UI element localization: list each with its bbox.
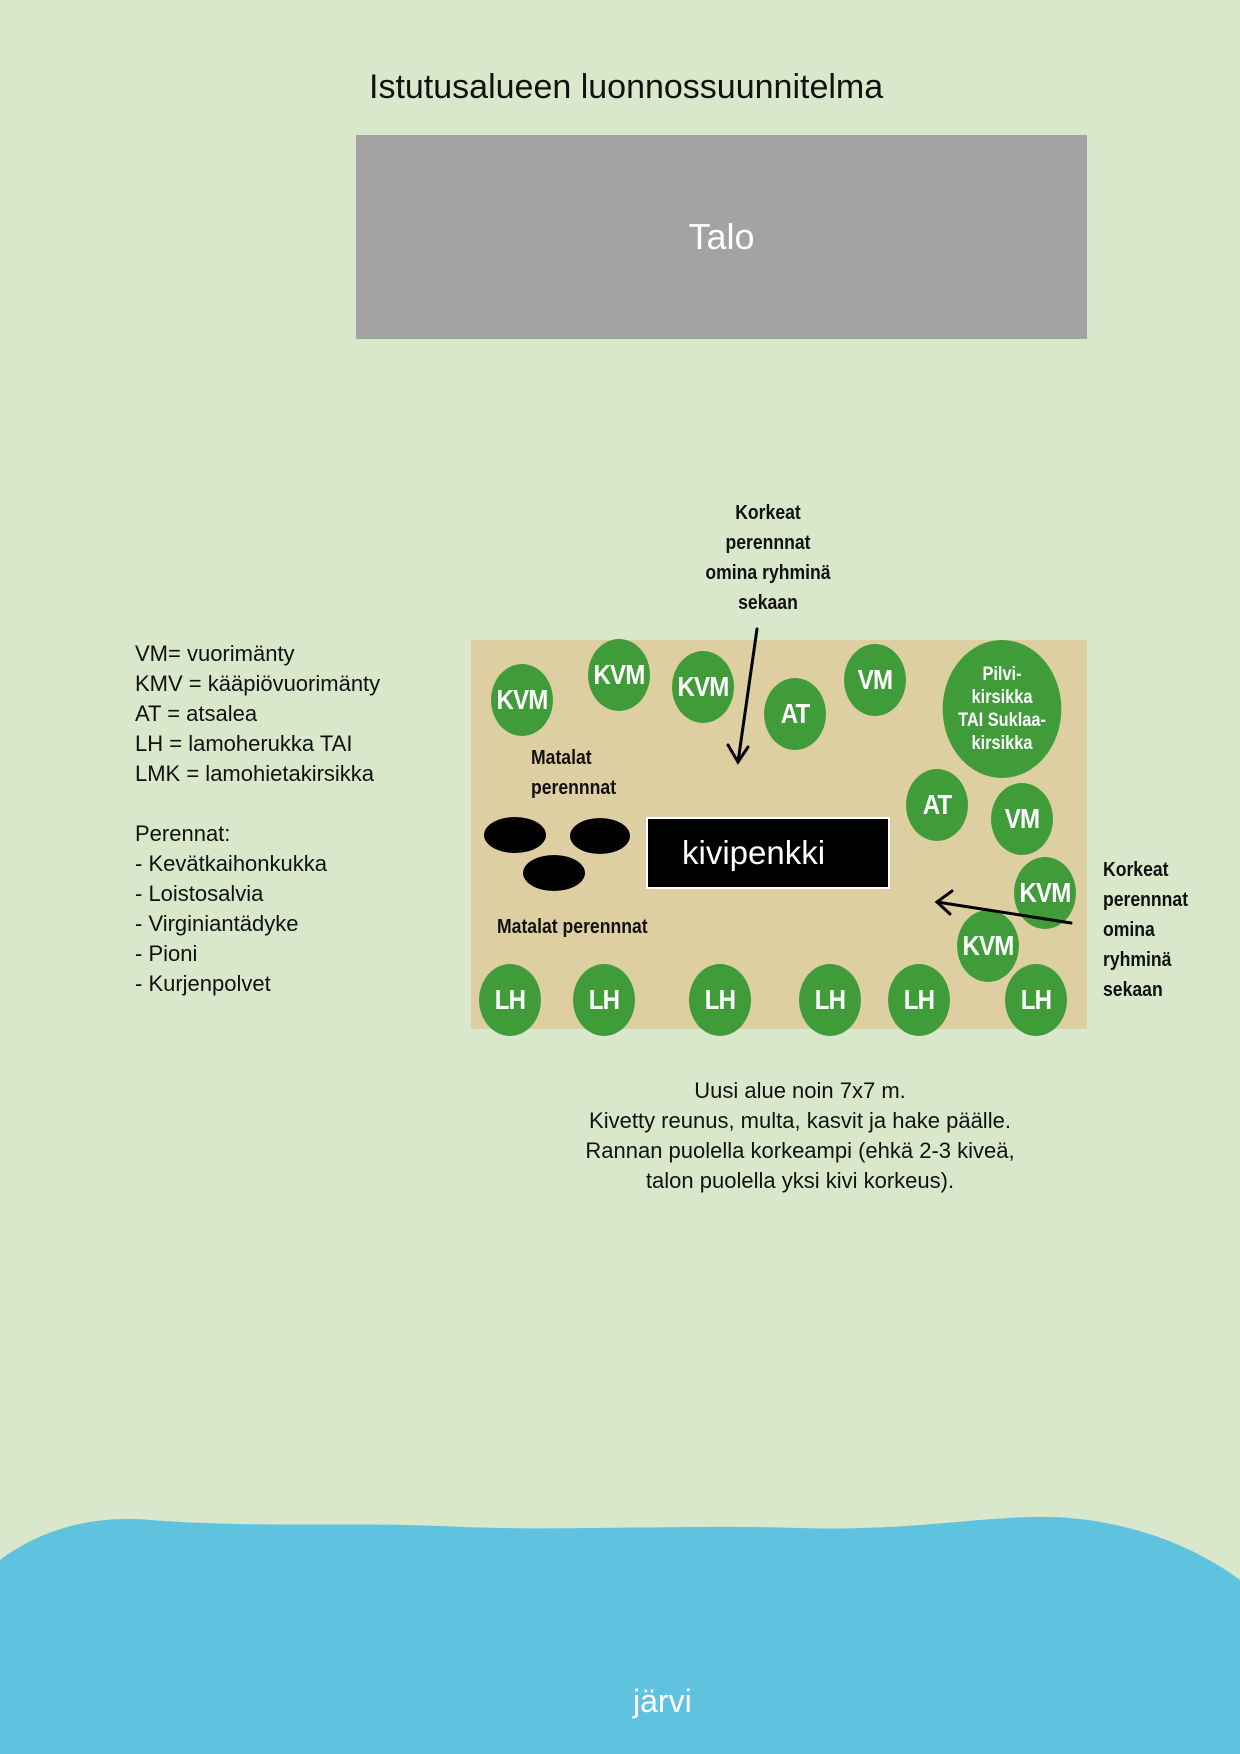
right-note-line-3: omina [1103, 919, 1155, 941]
legend-item: - Virginiantädyke [135, 911, 299, 936]
legend-item: - Kevätkaihonkukka [135, 851, 327, 876]
house-label: Talo [688, 216, 755, 257]
top-note-line-3: omina ryhminä [705, 562, 831, 584]
plant-big-cherry [943, 640, 1062, 778]
plant-lh-6: LH [1005, 964, 1067, 1036]
low-perennials-bottom: Matalat perennnat [497, 916, 648, 938]
plant-at-2: AT [906, 769, 968, 841]
big-cherry-line-4: kirsikka [971, 733, 1033, 754]
lake-water [0, 1517, 1240, 1754]
big-cherry-line-3: TAI Suklaa- [958, 710, 1046, 731]
lake-label: järvi [633, 1683, 692, 1719]
plant-kvm-1: KVM [491, 664, 553, 736]
plant-lh-3: LH [689, 964, 751, 1036]
legend-item: - Kurjenpolvet [135, 971, 271, 996]
right-note-line-2: perennnat [1103, 889, 1189, 911]
plant-vm-1: VM [844, 644, 906, 716]
tall-perennials-top-note [698, 498, 839, 618]
top-note-line-4: sekaan [738, 592, 798, 614]
page-title: Istutusalueen luonnossuunnitelma [369, 68, 884, 106]
bench-label: kivipenkki [682, 834, 826, 871]
plant-vm-2: VM [991, 783, 1053, 855]
plant-lh-1: LH [479, 964, 541, 1036]
stone-1 [484, 817, 546, 853]
stone-2 [570, 818, 630, 854]
legend [135, 639, 380, 999]
plant-lh-2: LH [573, 964, 635, 1036]
right-note-line-1: Korkeat [1103, 859, 1169, 881]
plant-kvm-3: KVM [672, 651, 734, 723]
plant-at-1: AT [764, 678, 826, 750]
low-perennials-top [531, 743, 616, 803]
plant-kvm-5: KVM [957, 910, 1019, 982]
low-top-line-1: Matalat [531, 747, 592, 769]
right-note-line-4: ryhminä [1103, 949, 1172, 971]
plant-kvm-2: KVM [588, 639, 650, 711]
plant-lh-5: LH [888, 964, 950, 1036]
legend-item: - Loistosalvia [135, 881, 264, 906]
legend-spacer [135, 789, 380, 819]
description-line: Rannan puolella korkeampi (ehkä 2-3 kiveä, [585, 1138, 1015, 1163]
legend-item: - Pioni [135, 941, 198, 966]
right-note-line-5: sekaan [1103, 979, 1163, 1001]
stone-3 [523, 855, 585, 891]
top-note-line-1: Korkeat [735, 502, 801, 524]
legend-item: VM= vuorimänty [135, 641, 295, 666]
tall-perennials-right-note [1103, 855, 1188, 1005]
legend-item: AT = atsalea [135, 701, 258, 726]
stone-bench [646, 817, 890, 889]
legend-item: LH = lamoherukka TAI [135, 731, 353, 756]
house-block [356, 135, 1087, 339]
description-line: Kivetty reunus, multa, kasvit ja hake päälle. [589, 1108, 1011, 1133]
legend-item: LMK = lamohietakirsikka [135, 761, 375, 786]
description [540, 1076, 1060, 1196]
big-cherry-line-1: Pilvi- [982, 664, 1022, 685]
description-line: Uusi alue noin 7x7 m. [694, 1078, 906, 1103]
low-top-line-2: perennnat [531, 777, 617, 799]
plant-lh-4: LH [799, 964, 861, 1036]
big-cherry-line-2: kirsikka [971, 687, 1033, 708]
legend-item: KMV = kääpiövuorimänty [135, 671, 381, 696]
top-note-line-2: perennnat [725, 532, 811, 554]
legend-item: Perennat: [135, 821, 231, 846]
plant-kvm-4: KVM [1014, 857, 1076, 929]
description-line: talon puolella yksi kivi korkeus). [645, 1168, 955, 1193]
